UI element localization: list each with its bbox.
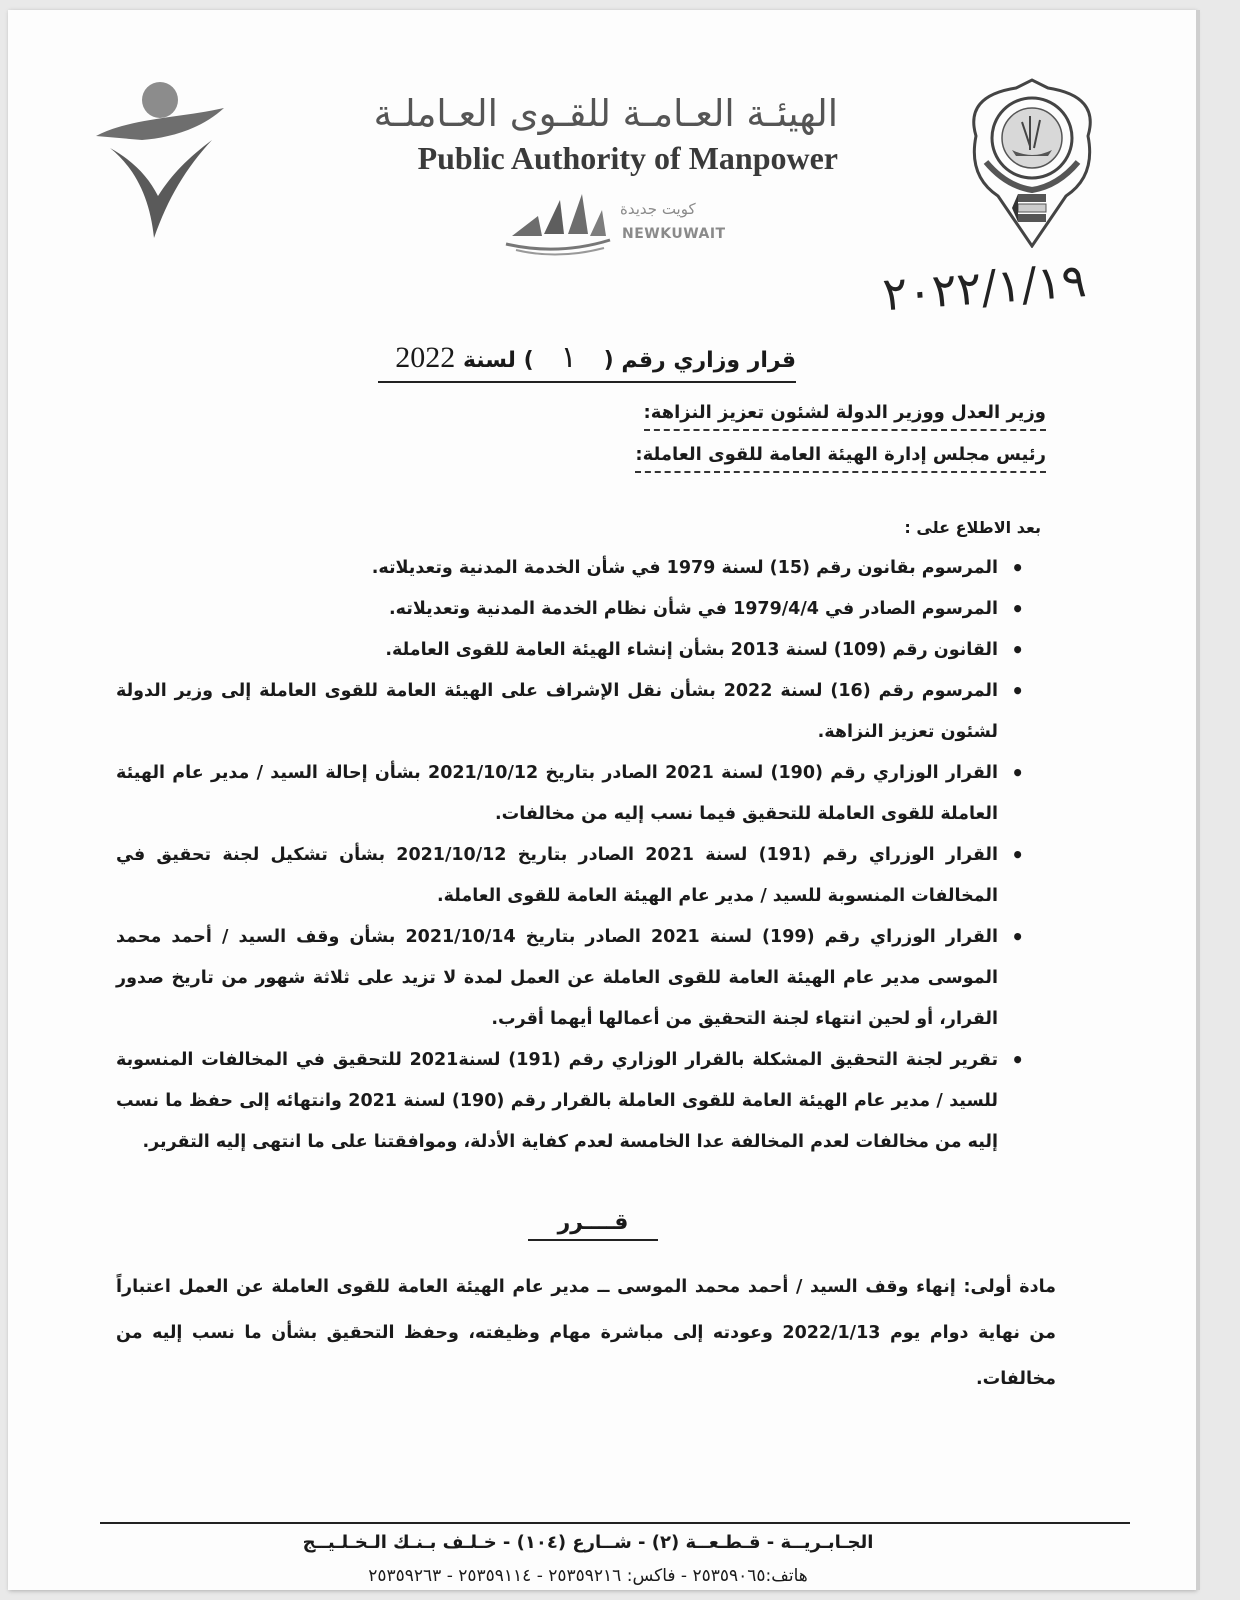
issuer-line-1: وزير العدل ووزير الدولة لشئون تعزيز النزاهة:: [644, 402, 1046, 431]
preamble-item: • المرسوم بقانون رقم (15) لسنة 1979 في شأن الخدمة المدنية وتعديلاته.: [116, 548, 1034, 589]
org-name-arabic: الهيئـة العـامـة للقـوى العـاملـة: [373, 92, 838, 135]
decides-heading: قــــرر: [528, 1210, 658, 1241]
preamble-label: بعد الاطلاع على :: [904, 518, 1041, 537]
article-one: [116, 1264, 1056, 1402]
newkuwait-english: NEWKUWAIT: [622, 226, 726, 242]
footer-phones: هاتف:٢٥٣٥٩٠٦٥ - فاكس: ٢٥٣٥٩٢١٦ - ٢٥٣٥٩١١٤ - ٢٥٣٥٩٢٦٣: [368, 1566, 808, 1586]
org-name-english: Public Authority of Manpower: [417, 140, 838, 176]
preamble-item: • تقرير لجنة التحقيق المشكلة بالقرار الوزاري رقم (191) لسنة2021 للتحقيق في المخالفات المنسوبة للسيد / مدير عام الهيئة العامة للقوى العاملة بالقرار رقم (190) لسنة 2021 وانتهائه إلى حفظ ما نسب إليه من مخالفات لعدم المخالفة عدا الخامسة لعدم كفاية الأدلة، وموافقتنا على ما انتهى إليه التقرير.: [116, 1040, 1034, 1163]
document-page: [8, 10, 1196, 1590]
preamble-item: • القانون رقم (109) لسنة 2013 بشأن إنشاء الهيئة العامة للقوى العاملة.: [116, 630, 1034, 671]
decision-title: [378, 340, 796, 383]
issuer-line-2: رئيس مجلس إدارة الهيئة العامة للقوى العاملة:: [635, 444, 1046, 473]
preamble-item: • القرار الوزاري رقم (190) لسنة 2021 الصادر بتاريخ 2021/10/12 بشأن إحالة السيد / مدير عام الهيئة العاملة للقوى العاملة للتحقيق فيما نسب إليه من مخالفات.: [116, 753, 1034, 835]
preamble-item: • القرار الوزراي رقم (199) لسنة 2021 الصادر بتاريخ 2021/10/14 بشأن وقف السيد / أحمد محمد الموسى مدير عام الهيئة العامة للقوى العاملة عن العمل لمدة لا تزيد على ثلاثة شهور من تاريخ صدور القرار، أو لحين انتهاء لجنة التحقيق من أعمالها أيهما أقرب.: [116, 917, 1034, 1040]
decision-year: 2022: [395, 341, 456, 374]
article-one-label: مادة أولى:: [963, 1277, 1056, 1297]
newkuwait-arabic: كويت جديدة: [620, 200, 696, 218]
handwritten-date: ٢٠٢٢/١/١٩: [880, 253, 1089, 322]
authority-logo-icon: [90, 78, 230, 243]
page-edge: [1196, 10, 1200, 1590]
kuwait-emblem-icon: [956, 76, 1108, 248]
decision-number: ١: [560, 340, 577, 375]
preamble-list: [116, 548, 1034, 1163]
preamble-item: • القرار الوزراي رقم (191) لسنة 2021 الصادر بتاريخ 2021/10/12 بشأن تشكيل لجنة تحقيق في المخالفات المنسوبة للسيد / مدير عام الهيئة العامة للقوى العاملة.: [116, 835, 1034, 917]
preamble-item: • المرسوم رقم (16) لسنة 2022 بشأن نقل الإشراف على الهيئة العامة للقوى العاملة إلى وزير الدولة لشئون تعزيز النزاهة.: [116, 671, 1034, 753]
decision-title-prefix: قرار وزاري رقم (: [603, 348, 796, 373]
newkuwait-logo-icon: [498, 186, 618, 258]
footer-divider: [100, 1522, 1130, 1524]
footer-address: الجـابـريــة - قـطـعــة (٢) - شــارع (١٠٤) - خـلـف بـنـك الـخـلـيــج: [302, 1532, 874, 1553]
preamble-item: • المرسوم الصادر في 1979/4/4 في شأن نظام الخدمة المدنية وتعديلاته.: [116, 589, 1034, 630]
article-one-text: إنهاء وقف السيد / أحمد محمد الموسى ــ مدير عام الهيئة العامة للقوى العاملة عن العمل اعتباراً من نهاية دوام يوم 2022/1/13 وعودته إلى مباشرة مهام وظيفته، وحفظ التحقيق بشأن ما نسب إليه من مخالفات.: [116, 1277, 1056, 1389]
decision-title-suffix: ) لسنة: [462, 348, 534, 373]
